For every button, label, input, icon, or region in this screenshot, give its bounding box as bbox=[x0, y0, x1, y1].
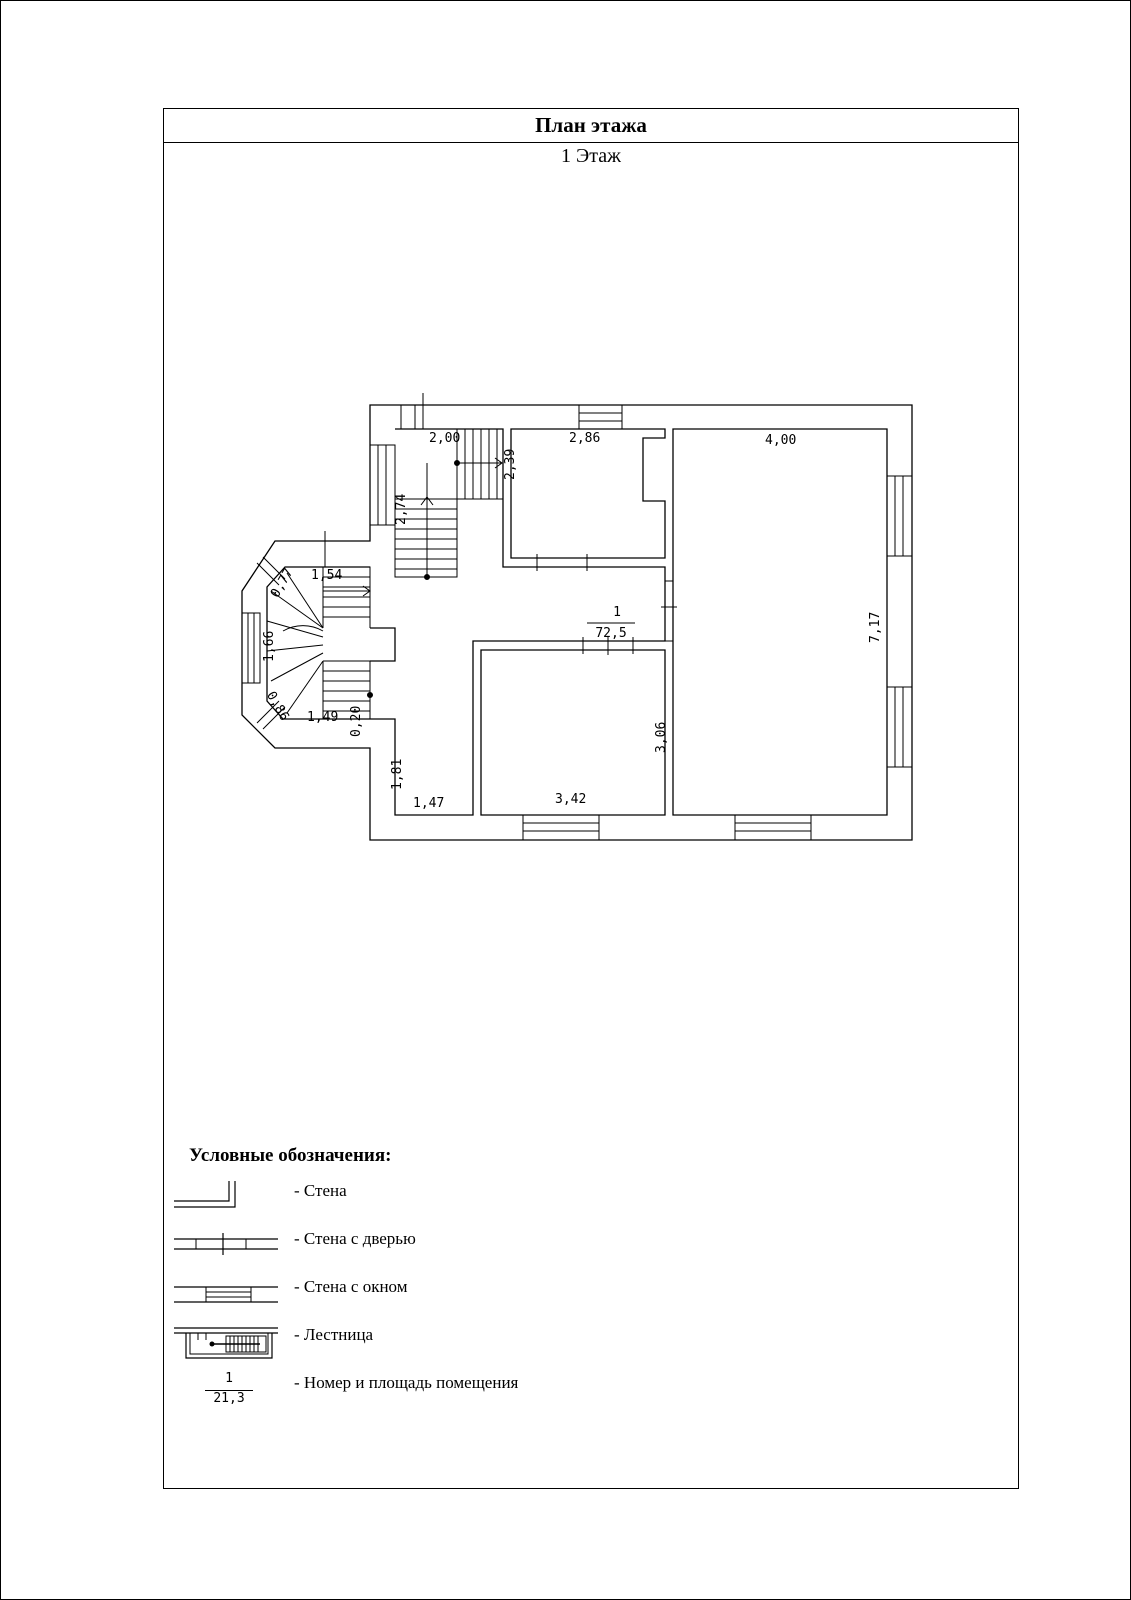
legend-item-wall: - Стена bbox=[294, 1181, 347, 1200]
dim-label: 0,77 bbox=[268, 565, 297, 601]
dim-label: 1,54 bbox=[311, 568, 343, 583]
legend-title: Условные обозначения: bbox=[189, 1145, 392, 1166]
legend-item-room-number-area: - Номер и площадь помещения bbox=[294, 1373, 519, 1392]
plan-sheet bbox=[163, 108, 1019, 1489]
room-number: 1 bbox=[613, 605, 621, 620]
wall-icon bbox=[172, 1179, 282, 1213]
dim-label: 2,39 bbox=[503, 448, 518, 480]
legend-sample-number: 1 bbox=[225, 1371, 233, 1386]
dim-label: 0,86 bbox=[263, 689, 292, 724]
dim-label: 2,86 bbox=[569, 431, 601, 446]
dim-label: 1,47 bbox=[413, 796, 445, 811]
page-title: План этажа bbox=[164, 109, 1018, 143]
dim-label: 0,20 bbox=[349, 705, 364, 737]
dim-label: 1,66 bbox=[262, 630, 277, 662]
staircase-icon bbox=[172, 1322, 282, 1362]
dim-label: 7,17 bbox=[868, 611, 883, 643]
wall-window-icon bbox=[172, 1275, 282, 1309]
dim-label: 1,49 bbox=[307, 710, 339, 725]
dim-label: 1,81 bbox=[390, 758, 405, 790]
dim-label: 3,42 bbox=[555, 792, 587, 807]
plan-labels bbox=[164, 109, 1020, 1490]
room-area: 72,5 bbox=[595, 626, 627, 641]
wall-door-icon bbox=[172, 1227, 282, 1261]
legend-item-wall-window: - Стена с окном bbox=[294, 1277, 408, 1296]
dim-label: 2,00 bbox=[429, 431, 461, 446]
dim-label: 2,74 bbox=[394, 493, 409, 525]
room-number-area-icon bbox=[194, 1371, 264, 1406]
legend-item-staircase: - Лестница bbox=[294, 1325, 374, 1344]
legend-item-wall-door: - Стена с дверью bbox=[294, 1229, 416, 1248]
floor-label: 1 Этаж bbox=[561, 145, 621, 167]
dim-label: 4,00 bbox=[765, 433, 797, 448]
dim-label: 3,06 bbox=[654, 721, 669, 753]
legend-sample-area: 21,3 bbox=[213, 1391, 245, 1406]
